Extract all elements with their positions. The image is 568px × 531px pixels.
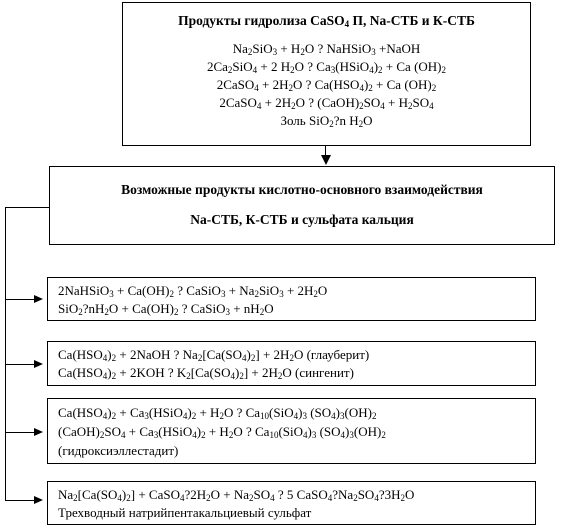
arrow-down-icon [321,155,331,165]
possible-products-title-line1: Возможные продукты кислотно-основного взаимодействия [121,182,483,197]
connector-line [5,432,35,433]
reaction-line: $Na_2SiO_3 + H_2O$ ? NaHSiO$_3$ +NaOH [232,41,421,57]
ellestadite-box [47,398,536,464]
arrow-right-icon [34,496,43,504]
arrow-right-icon [34,360,43,368]
mineral-name: (гидроксиэллестадит) [58,443,179,458]
glauberite-box [47,341,536,386]
reaction-line: Золь SiO$_2$?n $H_2O$ [280,113,373,129]
reaction-line: 2CaSO$_4$ + $2H_2O$ ? $(CaOH)_2SO_4 + H_2SO_4$ [219,95,434,111]
possible-products-title-line2: Na-СТБ, К-СТБ и сульфата кальция [190,212,414,227]
silicate-reactions-box [47,277,536,321]
connector-line [5,207,6,500]
arrow-right-icon [34,428,43,436]
reaction-line: $2Ca_2SiO_4 + 2$ $H_2O$ ? $Ca_3(HSiO_4)_2 + Ca$ $(OH)_2$ [206,59,447,75]
connector-line [5,500,35,501]
hydrolysis-products-box [122,2,531,146]
reaction-line: $Na_2[Ca(SO_4)_2]$ + $CaSO_4?2H_2O + Na_2SO_4$ ? 5 $CaSO_4?Na_2SO_4?3H_2O$ [58,487,415,503]
reaction-line: $(CaOH)_2SO_4$ + $Ca_3(HSiO_4)_2 + H_2O$ ? $Ca_{10}(SiO_4)_3$ $(SO_4)_3(OH)_2$ [58,424,386,440]
product-name: Трехводный натрийпентакальциевый сульфат [58,505,312,520]
pentacalcium-sulfate-box [47,481,536,525]
reaction-line: $SiO_2?nH_2O + Ca(OH)_2$ ? CaSiO$_3$ + $nH_2O$ [58,301,274,317]
reaction-line: $Ca(HSO_4)_2$ + $Ca_3(HSiO_4)_2 + H_2O$ ? $Ca_{10}(SiO_4)_3$ $(SO_4)_3(OH)_2$ [58,405,377,421]
reaction-line: 2NaHSiO$_3$ + $Ca(OH)_2$ ? CaSiO$_3$ + $Na_2SiO_3 + 2H_2O$ [58,283,328,299]
reaction-line: $Ca(HSO_4)_2 + 2KOH$ ? $K_2[Ca(SO_4)_2] + 2H_2O$ (сингенит) [58,365,354,381]
hydrolysis-products-title: Продукты гидролиза CaSO$_4$ П, Na-СТБ и К-СТБ [178,13,475,29]
connector-line [5,299,35,300]
reaction-line: 2CaSO$_4$ + $2H_2O$ ? $Ca(HSO_4)_2 + Ca$ $(OH)_2$ [216,77,437,93]
connector-line [5,364,35,365]
possible-products-box [49,166,555,245]
arrow-right-icon [34,295,43,303]
reaction-line: $Ca(HSO_4)_2$ + 2NaOH ? $Na_2[Ca(SO_4)_2] + 2H_2O$ (глауберит) [58,347,370,363]
connector-line [5,207,49,208]
